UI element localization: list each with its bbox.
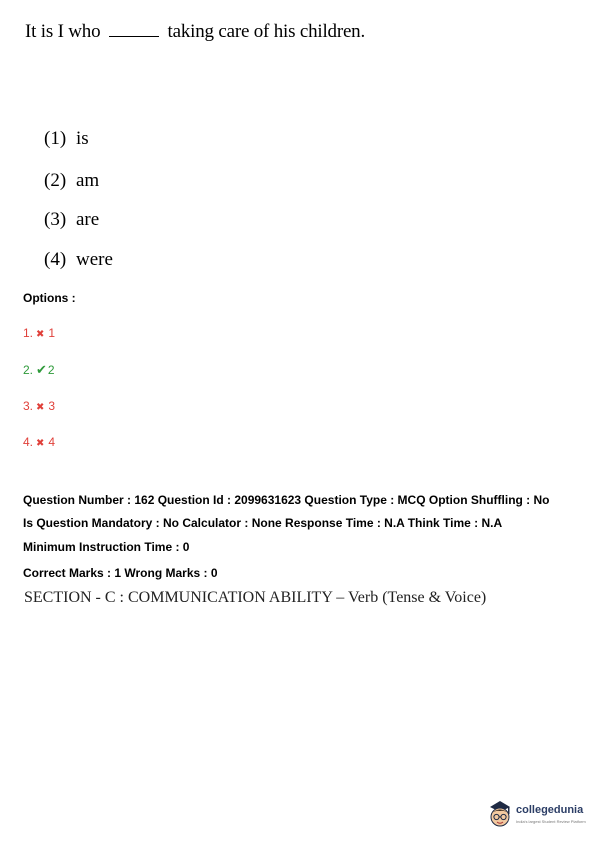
section-heading: SECTION - C : COMMUNICATION ABILITY – Verb (Tense & Voice) [24,589,487,606]
logo-name: collegedunia [516,804,584,816]
cross-icon: ✖ [36,438,45,449]
meta-line-3: Minimum Instruction Time : 0 [23,540,190,554]
meta-line-1: Question Number : 162 Question Id : 2099631623 Question Type : MCQ Option Shuffling : No [23,493,550,507]
choice-text: is [76,128,89,149]
question-text-before: It is I who [25,21,101,42]
cross-icon: ✖ [36,402,45,413]
checkmark-icon: ✔ [36,362,47,377]
option-4 [23,435,55,449]
option-3 [23,399,55,413]
option-number: 1. [23,326,34,340]
choice-number: (3) [44,209,67,230]
choice-number: (4) [44,249,67,270]
choice-number: (2) [44,170,67,191]
options-label: Options : [23,291,76,305]
option-number: 2. [23,363,34,377]
choice-3 [44,209,99,231]
option-value: 2 [47,363,55,377]
meta-line-4: Correct Marks : 1 Wrong Marks : 0 [23,566,218,580]
question-text-after: taking care of his children. [167,21,366,42]
choice-number: (1) [44,128,67,149]
meta-line-2: Is Question Mandatory : No Calculator : None Response Time : N.A Think Time : N.A [23,516,503,530]
choice-text: were [76,249,113,270]
logo-tagline: India's largest Student Review Platform [516,819,586,824]
choice-text: are [76,209,100,230]
collegedunia-logo [486,798,590,832]
option-1 [23,326,55,340]
option-2 [23,362,55,378]
option-value: 4 [48,435,56,449]
option-value: 3 [48,399,56,413]
question-text [25,20,365,43]
option-number: 3. [23,399,34,413]
question-blank [109,20,159,37]
option-number: 4. [23,435,34,449]
mascot-icon [486,798,514,830]
choice-4 [44,249,113,271]
cross-icon: ✖ [36,329,45,340]
option-value: 1 [48,326,56,340]
choice-text: am [76,170,100,191]
choice-2 [44,170,99,192]
choice-1 [44,128,89,150]
